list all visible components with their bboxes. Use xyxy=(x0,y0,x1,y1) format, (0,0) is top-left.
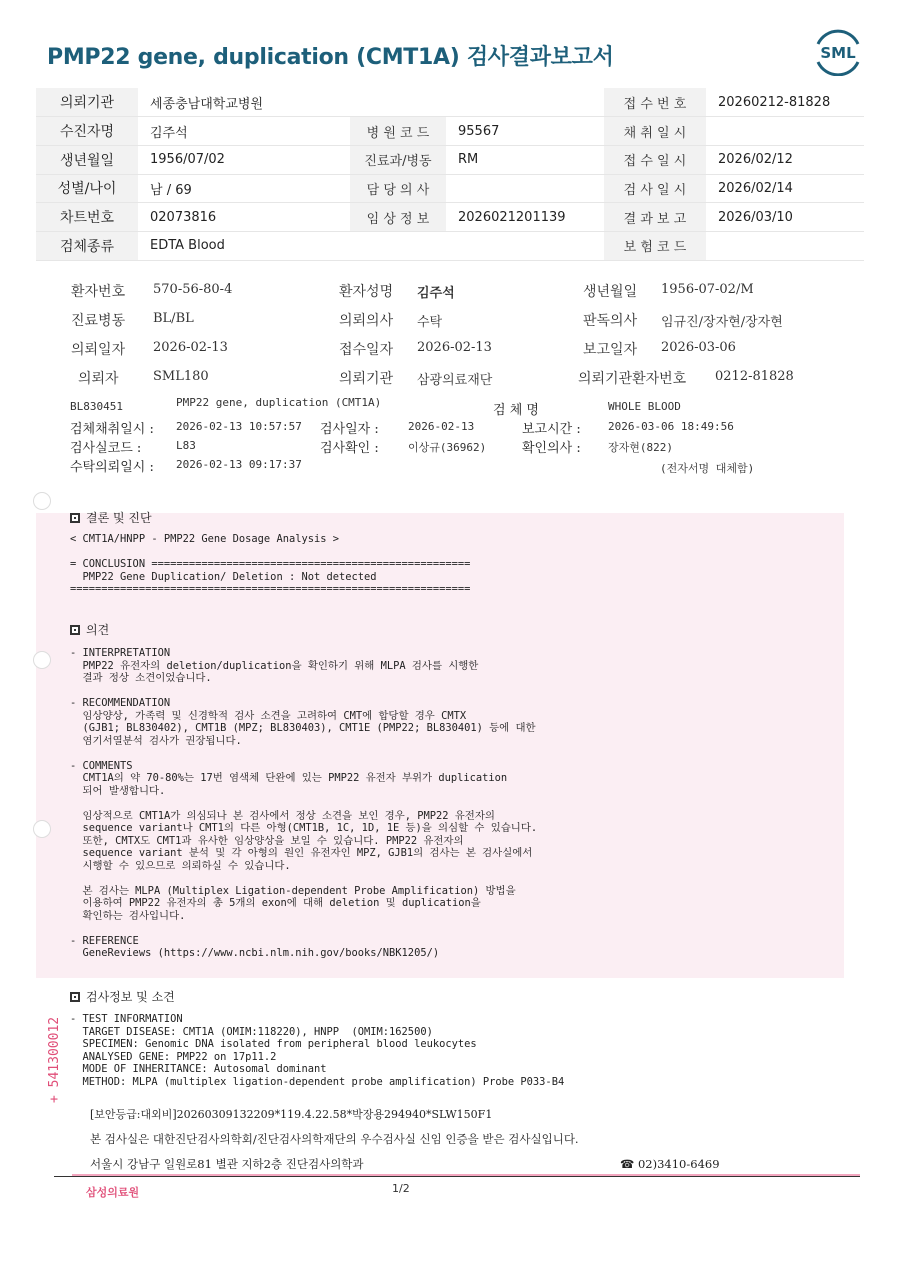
vertical-barcode-text xyxy=(44,985,64,1105)
label-requester: 의뢰자 xyxy=(78,371,119,387)
value-collect-time xyxy=(706,117,864,146)
label-patient-name-2: 환자성명 xyxy=(339,284,394,300)
value-receipt-no: 20260212-81828 xyxy=(706,88,864,117)
label-lab-room: 검사실코드 : xyxy=(70,441,142,456)
value-inst-patient-no: 0212-81828 xyxy=(715,369,794,384)
value-patient-name: 김주석 xyxy=(138,117,350,146)
label-rcv-date: 접수일자 xyxy=(339,342,394,358)
value-reader: 임규진/장자현/장자현 xyxy=(661,315,783,330)
section-conclusion xyxy=(70,509,152,526)
label-physician: 담 당 의 사 xyxy=(350,174,446,203)
value-specimen-name: WHOLE BLOOD xyxy=(608,400,681,413)
page-number: 1/2 xyxy=(392,1182,410,1195)
label-confirm-doctor: 확인의사 : xyxy=(522,441,581,456)
value-result-report: 2026/03/10 xyxy=(706,203,864,232)
value-req-date: 2026-02-13 xyxy=(153,340,228,355)
vertical-code: + 541300012 xyxy=(47,1016,62,1103)
value-patient-no: 570-56-80-4 xyxy=(153,282,233,297)
value-confirm-doctor: 장자현(822) xyxy=(608,441,673,454)
section-bullet-icon xyxy=(70,992,80,1002)
label-hospital-code: 병 원 코 드 xyxy=(350,117,446,146)
value-lab-room: L83 xyxy=(176,439,196,452)
conclusion-text: < CMT1A/HNPP - PMP22 Gene Dosage Analysis > = CONCLUSION =================================================== PMP22 Gene Duplication/ Deletion : Not detected ================================================================ xyxy=(70,533,471,595)
value-patient-name-2: 김주석 xyxy=(417,286,455,301)
logo-text: SML xyxy=(820,44,856,62)
label-req-inst: 의뢰기관 xyxy=(339,371,394,387)
value-test-confirm: 이상규(36962) xyxy=(408,441,487,454)
value-test-date-2: 2026-02-13 xyxy=(408,420,475,433)
value-insurance-code xyxy=(706,231,864,260)
value-department: RM xyxy=(446,145,604,174)
section-test-info xyxy=(70,988,175,1005)
report-title: PMP22 gene, duplication (CMT1A) 검사결과보고서 xyxy=(47,45,614,70)
label-receipt-no: 접 수 번 호 xyxy=(604,88,706,117)
label-inst-patient-no: 의뢰기관환자번호 xyxy=(578,371,687,387)
section-test-info-title: 검사정보 및 소견 xyxy=(86,990,175,1004)
value-institution: 세종충남대학교병원 xyxy=(138,88,604,117)
label-sex-age: 성별/나이 xyxy=(36,174,138,203)
value-dob-2: 1956-07-02/M xyxy=(661,282,754,297)
value-receipt-date: 2026/02/12 xyxy=(706,145,864,174)
label-result-report: 결 과 보 고 xyxy=(604,203,706,232)
section-bullet-icon xyxy=(70,513,80,523)
label-patient-name: 수진자명 xyxy=(36,117,138,146)
value-specimen-type: EDTA Blood xyxy=(138,231,604,260)
label-chart-no: 차트번호 xyxy=(36,203,138,232)
value-req-doctor: 수탁 xyxy=(417,315,443,330)
section-conclusion-title: 결론 및 진단 xyxy=(86,511,152,525)
label-test-date-2: 검사일자 : xyxy=(320,422,379,437)
label-ward: 진료병동 xyxy=(71,313,126,329)
sml-logo xyxy=(812,28,864,76)
punch-hole xyxy=(33,492,51,510)
value-rcv-date: 2026-02-13 xyxy=(417,340,492,355)
section-opinion xyxy=(70,621,109,638)
label-test-confirm: 검사확인 : xyxy=(320,441,379,456)
label-test-date: 검 사 일 시 xyxy=(604,174,706,203)
lab-phone: ☎ 02)3410-6469 xyxy=(620,1157,720,1171)
esign-note: (전자서명 대체함) xyxy=(660,462,755,475)
value-requester: SML180 xyxy=(153,369,209,384)
value-test-date: 2026/02/14 xyxy=(706,174,864,203)
value-collect-datetime: 2026-02-13 10:57:57 xyxy=(176,420,302,433)
value-rpt-date: 2026-03-06 xyxy=(661,340,736,355)
certification-note: 본 검사실은 대한진단검사의학회/진단검사의학재단의 우수검사실 신임 인증을 받은 검사실입니다. xyxy=(90,1132,579,1146)
label-collect-datetime: 검체채취일시 : xyxy=(70,422,154,437)
punch-hole xyxy=(33,651,51,669)
value-ward: BL/BL xyxy=(153,311,194,326)
value-clinical-info: 2026021201139 xyxy=(446,203,604,232)
test-info-text: - TEST INFORMATION TARGET DISEASE: CMT1A (OMIM:118220), HNPP (OMIM:162500) SPECIMEN: Genomic DNA isolated from peripheral blood leukocytes ANALYSED GENE: PMP22 on 17p11.2 MODE OF INHERITANCE: Autosomal dominant METHOD: MLPA (multiplex ligation-dependent probe amplification) Probe P033-B4 xyxy=(70,1013,565,1088)
label-dob: 생년월일 xyxy=(36,145,138,174)
value-dob: 1956/07/02 xyxy=(138,145,350,174)
lab-address: 서울시 강남구 일원로81 별관 지하2층 진단검사의학과 xyxy=(90,1157,364,1171)
request-info-table xyxy=(36,88,864,261)
security-line: [보안등급:대외비]20260309132209*119.4.22.58*박장용294940*SLW150F1 xyxy=(90,1108,493,1121)
order-code: BL830451 xyxy=(70,400,123,413)
value-physician xyxy=(446,174,604,203)
label-req-doctor: 의뢰의사 xyxy=(339,313,394,329)
label-collect-time: 채 취 일 시 xyxy=(604,117,706,146)
value-sex-age: 남 / 69 xyxy=(138,174,350,203)
label-receipt-date: 접 수 일 시 xyxy=(604,145,706,174)
label-department: 진료과/병동 xyxy=(350,145,446,174)
value-consign-datetime: 2026-02-13 09:17:37 xyxy=(176,458,302,471)
order-test-name: PMP22 gene, duplication (CMT1A) xyxy=(176,396,382,409)
section-bullet-icon xyxy=(70,625,80,635)
punch-hole xyxy=(33,820,51,838)
value-req-inst: 삼광의료재단 xyxy=(417,373,493,388)
value-chart-no: 02073816 xyxy=(138,203,350,232)
label-patient-no: 환자번호 xyxy=(71,284,126,300)
label-report-time: 보고시간 : xyxy=(522,422,581,437)
label-consign-datetime: 수탁의뢰일시 : xyxy=(70,460,154,475)
label-reader: 판독의사 xyxy=(583,313,638,329)
label-specimen-type: 검체종류 xyxy=(36,231,138,260)
label-rpt-date: 보고일자 xyxy=(583,342,638,358)
value-report-time: 2026-03-06 18:49:56 xyxy=(608,420,734,433)
label-dob-2: 생년월일 xyxy=(583,284,638,300)
label-clinical-info: 임 상 정 보 xyxy=(350,203,446,232)
label-specimen-name: 검 체 명 xyxy=(493,403,539,418)
value-hospital-code: 95567 xyxy=(446,117,604,146)
footer-divider xyxy=(54,1176,860,1177)
label-req-date: 의뢰일자 xyxy=(71,342,126,358)
label-institution: 의뢰기관 xyxy=(36,88,138,117)
hospital-name: 삼성의료원 xyxy=(86,1186,140,1199)
section-opinion-title: 의견 xyxy=(86,623,110,637)
label-insurance-code: 보 험 코 드 xyxy=(604,231,706,260)
opinion-text: - INTERPRETATION PMP22 유전자의 deletion/duplication을 확인하기 위해 MLPA 검사를 시행한 결과 정상 소견이었습니다. - RECOMMENDATION 임상양상, 가족력 및 신경학적 검사 소견을 고려하여 CMT에 합당할 경우 CMTX (GJB1; BL830402), CMT1B (MPZ; BL830403), CMT1E (PMP22; BL830401) 등에 대한 염기서열분석 검사가 권장됩니다. - COMMENTS CMT1A의 약 70-80%는 17번 염색체 단완에 있는 PMP22 유전자 부위가 duplication 되어 발생합니다. 임상적으로 CMT1A가 의심되나 본 검사에서 정상 소견을 보인 경우, PMP22 유전자의 sequence variant나 CMT1의 다른 아형(CMT1B, 1C, 1D, 1E 등)을 의심할 수 있습니다. 또한, CMTX도 CMT1과 유사한 임상양상을 보일 수 있습니다. PMP22 유전자의 sequence variant 분석 및 각 아형의 원인 유전자인 MPZ, GJB1의 검사는 본 검사실에서 시행할 수 있으므로 의뢰하실 수 있습니다. 본 검사는 MLPA (Multiplex Ligation-dependent Probe Amplification) 방법을 이용하여 PMP22 유전자의 총 5개의 exon에 대해 deletion 및 duplication을 확인하는 검사입니다. - REFERENCE GeneReviews (https://www.ncbi.nlm.nih.gov/books/NBK1205/) xyxy=(70,647,538,959)
